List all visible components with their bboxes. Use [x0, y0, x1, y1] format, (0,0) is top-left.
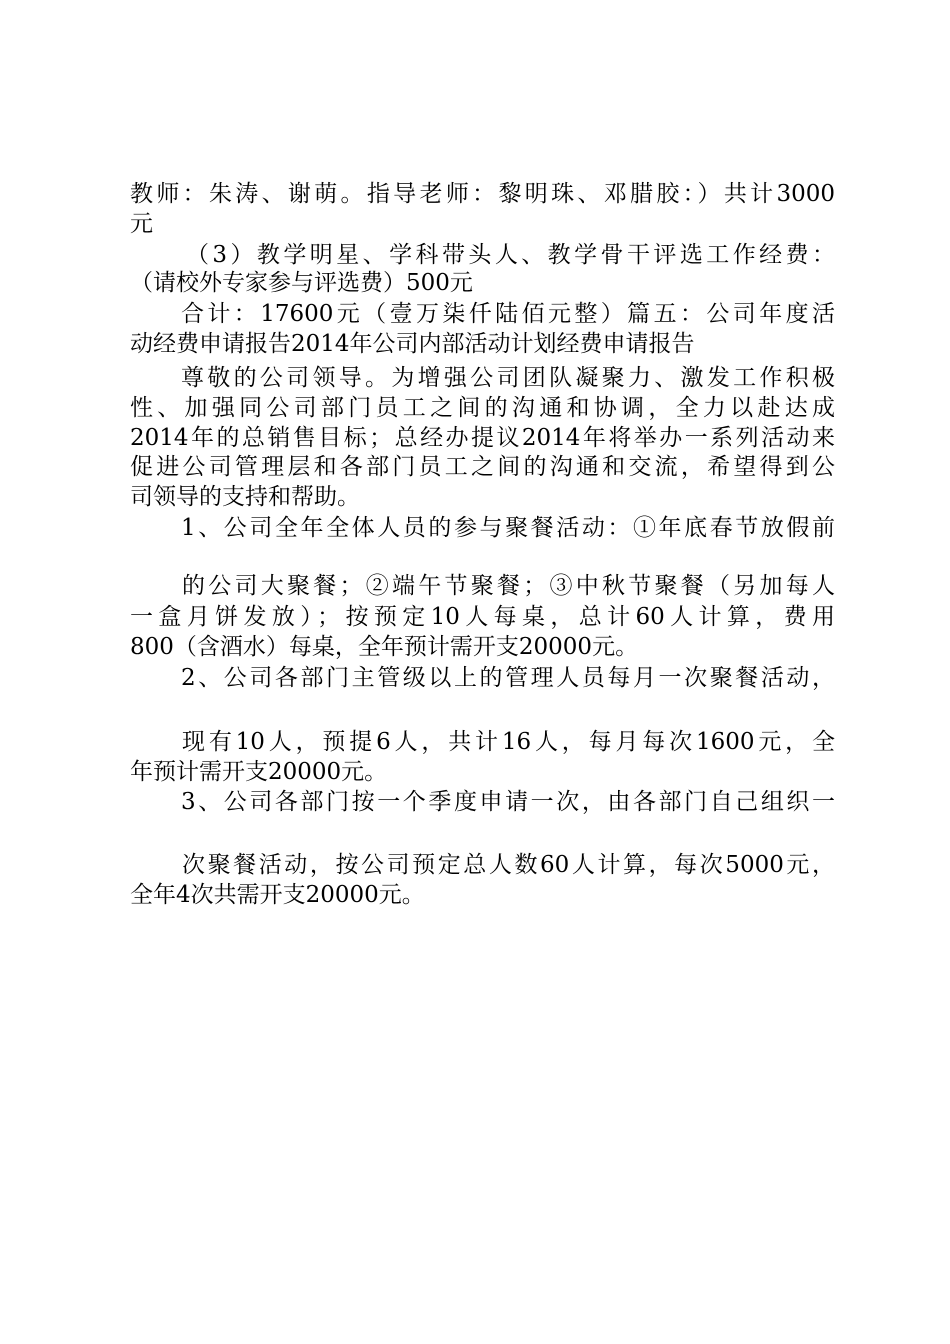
text-line: 2014年的总销售目标；总经办提议2014年将举办一系列活动来: [130, 425, 835, 451]
text-line: 动经费申请报告2014年公司内部活动计划经费申请报告: [130, 331, 695, 357]
text-line: 的公司大聚餐；②端午节聚餐；③中秋节聚餐（另加每人: [182, 573, 835, 599]
text-line: 800（含酒水）每桌，全年预计需开支20000元。: [130, 634, 639, 660]
text-line: 性、加强同公司部门员工之间的沟通和协调，全力以赴达成: [130, 395, 835, 421]
text-line: （3）教学明星、学科带头人、教学骨干评选工作经费：: [186, 242, 835, 268]
text-line: 合计：17600元（壹万柒仟陆佰元整）篇五：公司年度活: [181, 301, 835, 327]
text-line: 次聚餐活动，按公司预定总人数60人计算，每次5000元，: [182, 852, 835, 878]
text-line: 3、公司各部门按一个季度申请一次，由各部门自己组织一: [181, 789, 835, 815]
text-line: 司领导的支持和帮助。: [130, 484, 360, 510]
text-line: 年预计需开支20000元。: [130, 759, 388, 785]
text-line: 2、公司各部门主管级以上的管理人员每月一次聚餐活动，: [181, 665, 835, 691]
text-line: 全年4次共需开支20000元。: [130, 882, 425, 908]
text-line: 教师：朱涛、谢萌。指导老师：黎明珠、邓腊胶：）共计3000: [130, 181, 835, 207]
text-line: 尊敬的公司领导。为增强公司团队凝聚力、激发工作积极: [181, 365, 835, 391]
text-line: 促进公司管理层和各部门员工之间的沟通和交流，希望得到公: [130, 454, 835, 480]
text-line: 元: [130, 211, 153, 237]
text-line: 一盒月饼发放）；按预定10人每桌，总计60人计算，费用: [130, 604, 835, 630]
text-line: （请校外专家参与评选费）500元: [130, 270, 473, 296]
text-line: 现有10人，预提6人，共计16人，每月每次1600元，全: [182, 729, 835, 755]
text-line: 1、公司全年全体人员的参与聚餐活动：①年底春节放假前: [181, 515, 835, 541]
